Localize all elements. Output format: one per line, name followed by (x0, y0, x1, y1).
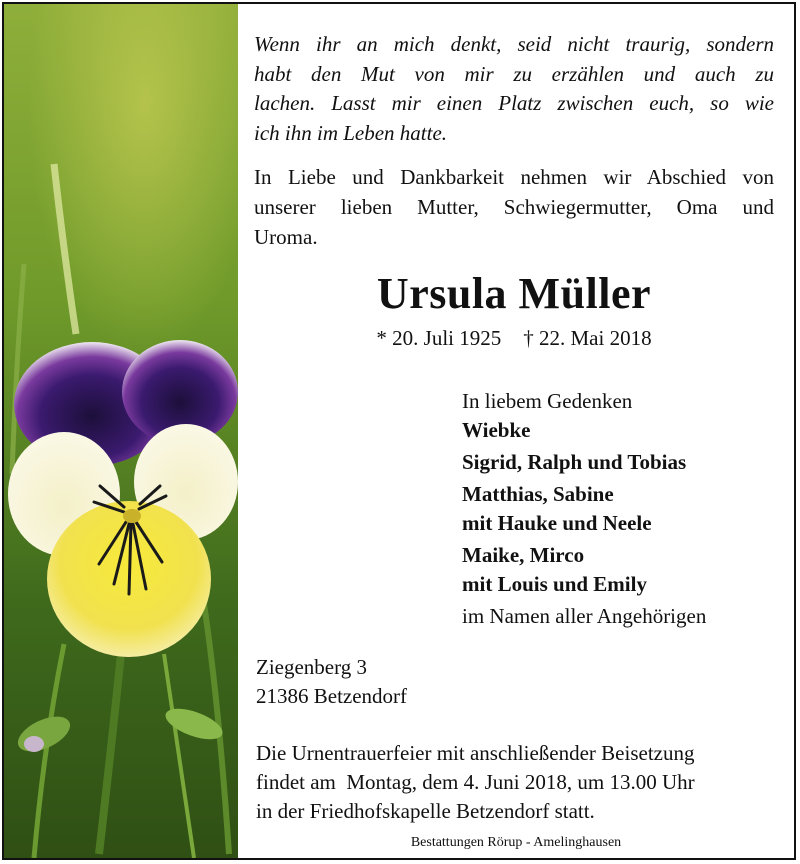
intro-line: Uroma. (254, 225, 318, 249)
life-dates (254, 324, 774, 352)
ceremony-line: findet am Montag, dem 4. Juni 2018, um 13.00 Uhr (256, 770, 695, 794)
address-street: Ziegenberg 3 (256, 655, 367, 679)
mourner-name: Maike, Mirco (462, 543, 585, 567)
intro-line: In Liebe und Dankbarkeit nehmen wir Abschied von (254, 165, 774, 189)
birth-date: * 20. Juli 1925 (376, 326, 502, 350)
mourner-name: Matthias, Sabine (462, 482, 614, 506)
mourner-name: Wiebke (462, 418, 531, 442)
deceased-name: Ursula Müller (376, 269, 652, 318)
obituary-frame (2, 2, 796, 860)
death-date: † 22. Mai 2018 (523, 326, 652, 350)
ceremony-line: Die Urnentrauerfeier mit anschließender Beisetzung (256, 741, 695, 765)
mourners-list (462, 387, 782, 631)
mourner-name: Sigrid, Ralph und Tobias (462, 450, 687, 474)
farewell-intro (254, 162, 774, 252)
undertaker-credit: Bestattungen Rörup - Amelinghausen (410, 835, 622, 850)
mourners-closing: im Namen aller Angehörigen (462, 604, 707, 628)
mourner-name: mit Hauke und Neele (462, 511, 652, 535)
mourner-name: mit Louis und Emily (462, 572, 647, 596)
intro-line: unserer lieben Mutter, Schwiegermutter, Oma und (254, 195, 774, 219)
pansy-flower-image (4, 4, 238, 858)
ceremony-line: in der Friedhofskapelle Betzendorf statt. (256, 799, 595, 823)
memorial-quote (254, 30, 774, 148)
mourners-heading: In liebem Gedenken (462, 389, 633, 413)
ceremony-notice (256, 739, 776, 826)
quote-line: ich ihn im Leben hatte. (254, 120, 448, 145)
quote-line: lachen. Lasst mir einen Platz zwischen euch, so wie (254, 91, 774, 115)
family-address (256, 653, 556, 711)
address-city: 21386 Betzendorf (256, 684, 408, 708)
quote-line: habt den Mut von mir zu erzählen und auch zu (254, 61, 774, 86)
quote-line: Wenn ihr an mich denkt, seid nicht traurig, sondern (254, 32, 774, 56)
